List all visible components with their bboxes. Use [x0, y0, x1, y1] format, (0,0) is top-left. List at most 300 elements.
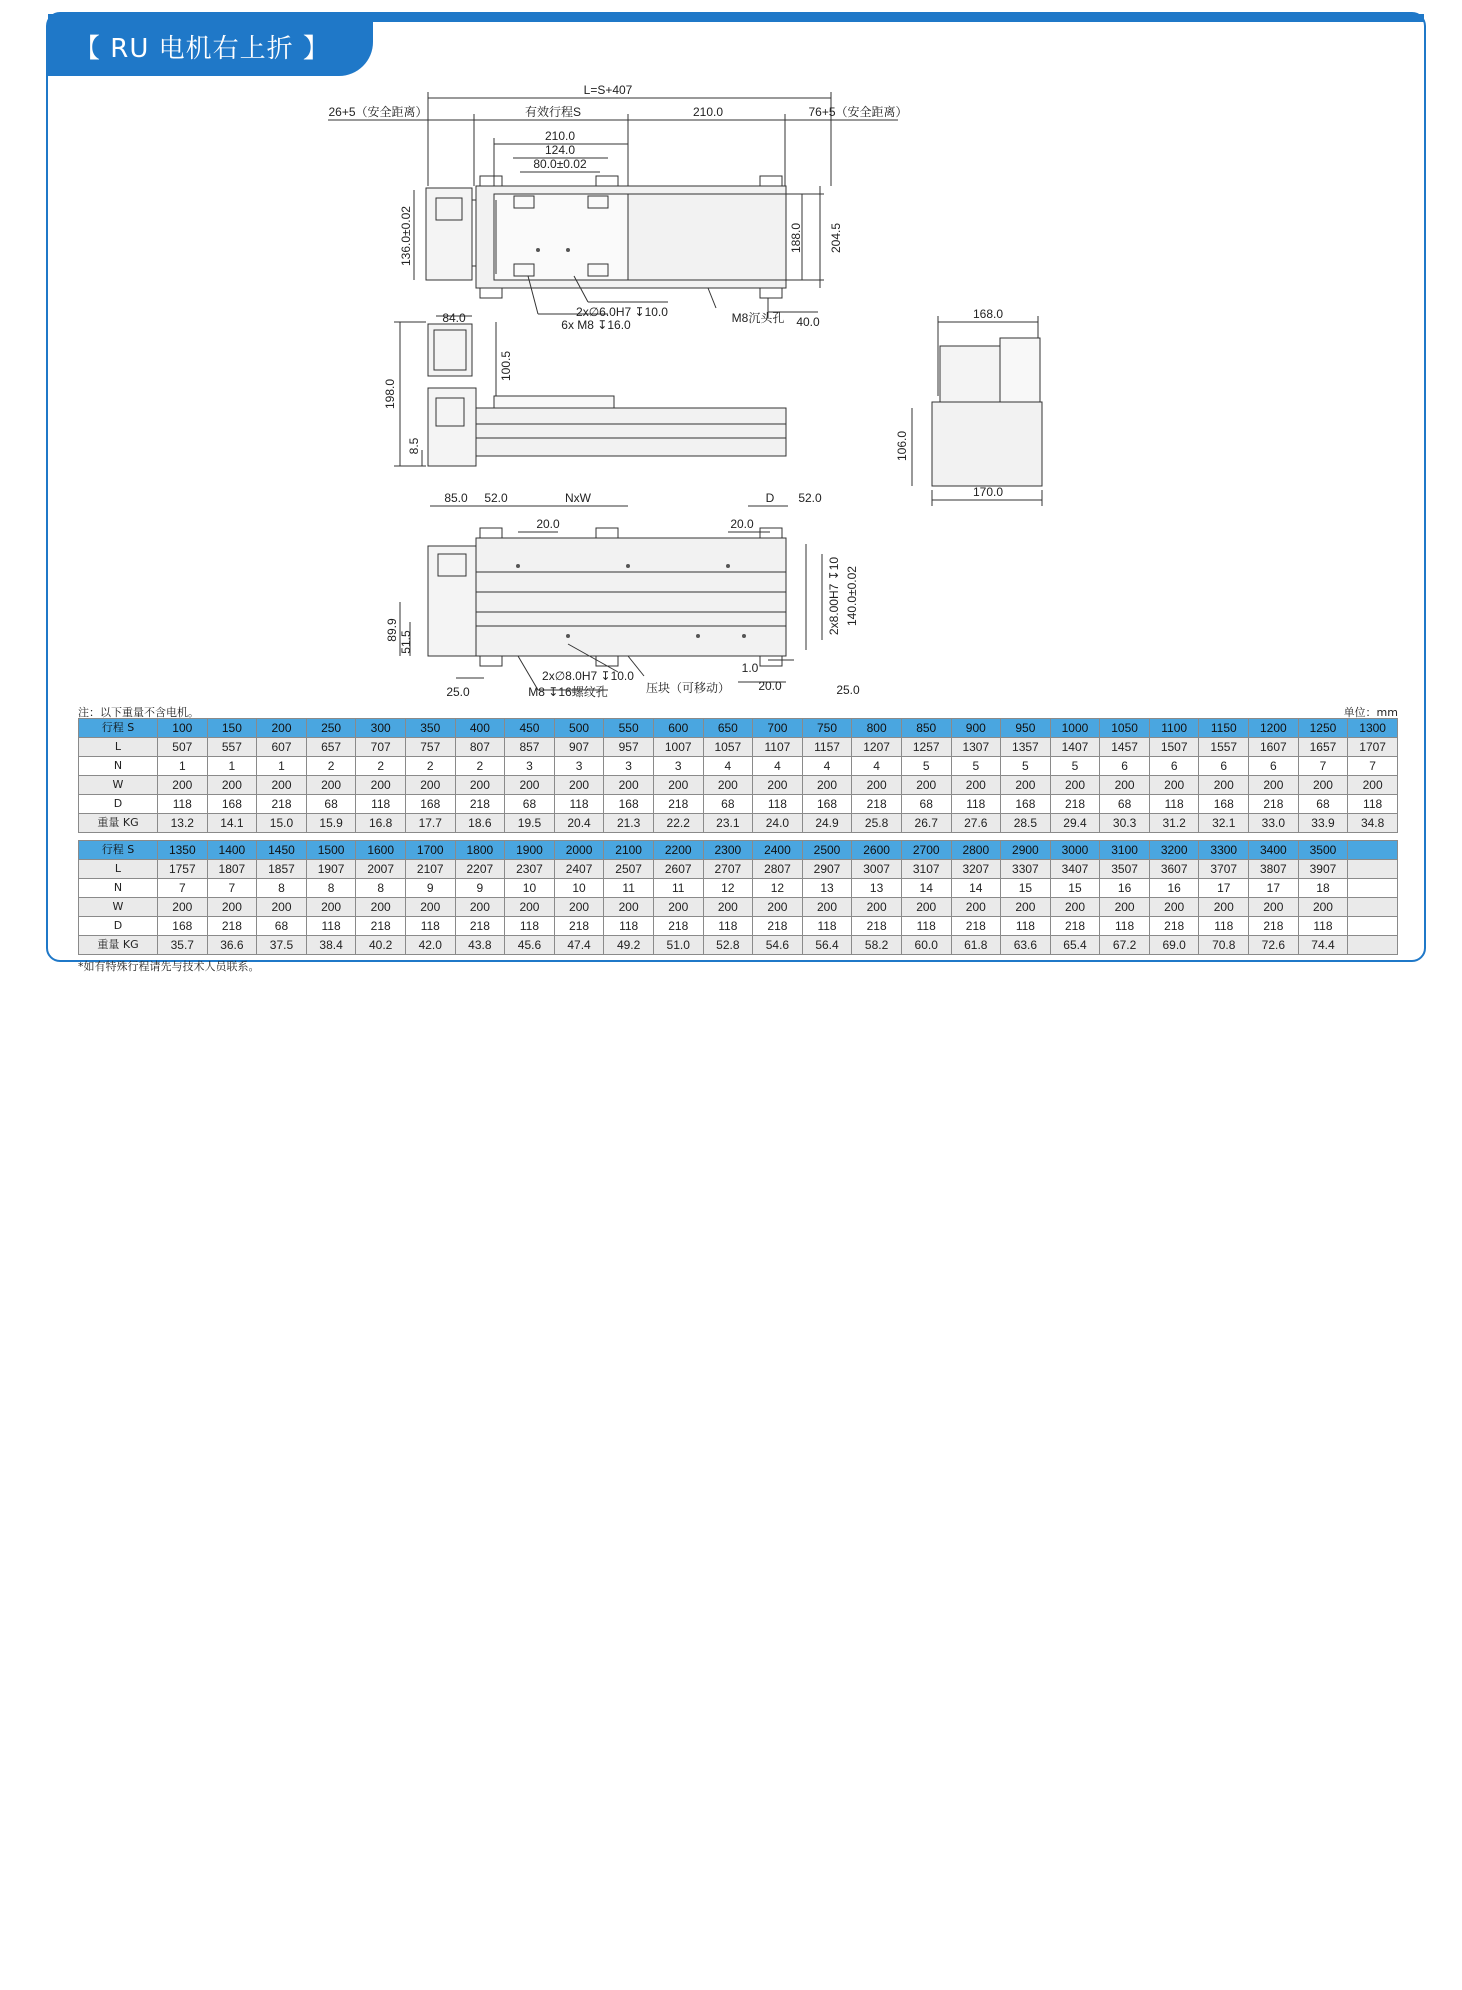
table-cell: 40.2: [356, 936, 406, 955]
label-dim-85: 85.0: [444, 491, 468, 505]
table-cell: 118: [306, 917, 356, 936]
table-cell: 72.6: [1249, 936, 1299, 955]
table-cell: 200: [604, 898, 654, 917]
table-cell: 3807: [1249, 860, 1299, 879]
label-left-safety: 26+5（安全距离）: [328, 105, 428, 119]
table-cell: 200: [604, 776, 654, 795]
table-cell: 1557: [1199, 738, 1249, 757]
label-right-210: 210.0: [692, 105, 724, 119]
label-dim-20-right: 20.0: [730, 517, 754, 531]
table-cell: 757: [405, 738, 455, 757]
table-cell: [1348, 917, 1398, 936]
table-cell: 168: [604, 795, 654, 814]
table-cell: 1707: [1348, 738, 1398, 757]
table-cell: 3707: [1199, 860, 1249, 879]
table-cell: 17.7: [405, 814, 455, 833]
table-cell: 200: [356, 898, 406, 917]
row-label: L: [79, 738, 158, 757]
table-cell: 400: [455, 719, 505, 738]
table-cell: 2: [356, 757, 406, 776]
table-cell: 3307: [1001, 860, 1051, 879]
table-cell: 18.6: [455, 814, 505, 833]
table-cell: 907: [554, 738, 604, 757]
table-cell: 3607: [1149, 860, 1199, 879]
table-cell: 1907: [306, 860, 356, 879]
table-cell: 63.6: [1001, 936, 1051, 955]
table-cell: 30.3: [1100, 814, 1150, 833]
table-cell: 218: [455, 795, 505, 814]
table-cell: 1250: [1298, 719, 1348, 738]
table-cell: 3200: [1149, 841, 1199, 860]
table-cell: 200: [505, 776, 555, 795]
table-cell: 200: [257, 898, 307, 917]
table-cell: 3: [604, 757, 654, 776]
table-cell: 200: [356, 776, 406, 795]
table-cell: 218: [554, 917, 604, 936]
table-cell: 1107: [753, 738, 803, 757]
table-cell: 218: [951, 917, 1001, 936]
table-cell: 13: [802, 879, 852, 898]
table-cell: 200: [703, 898, 753, 917]
table-cell: 168: [405, 795, 455, 814]
table-cell: 200: [306, 898, 356, 917]
label-dim-52-right: 52.0: [798, 491, 822, 505]
table-cell: 22.2: [653, 814, 703, 833]
table-cell: 857: [505, 738, 555, 757]
label-height-188: 188.0: [789, 222, 803, 254]
table-cell: 68: [505, 795, 555, 814]
table-row: [79, 814, 1398, 833]
weight-note: 注：以下重量不含电机。: [78, 706, 199, 719]
table-cell: 69.0: [1149, 936, 1199, 955]
table-cell: 15: [1050, 879, 1100, 898]
table-cell: 200: [1249, 898, 1299, 917]
table-cell: 850: [901, 719, 951, 738]
table-cell: 11: [604, 879, 654, 898]
label-dim-170: 170.0: [972, 485, 1004, 499]
table-cell: 150: [207, 719, 257, 738]
label-total-length: L=S+407: [583, 83, 633, 97]
table-cell: 1000: [1050, 719, 1100, 738]
table-cell: 1150: [1199, 719, 1249, 738]
table-cell: 200: [1149, 776, 1199, 795]
row-label: 行程 S: [79, 719, 158, 738]
table-cell: 51.0: [653, 936, 703, 955]
table-cell: 45.6: [505, 936, 555, 955]
section-title: 【 RU 电机右上折 】: [74, 34, 330, 64]
table-cell: 1100: [1149, 719, 1199, 738]
table-cell: 200: [455, 898, 505, 917]
table-cell: 18: [1298, 879, 1348, 898]
table-cell: 1857: [257, 860, 307, 879]
table-cell: 650: [703, 719, 753, 738]
table-cell: 218: [852, 795, 902, 814]
row-label: 重量 KG: [79, 814, 158, 833]
label-dim-106: 106.0: [895, 430, 909, 462]
table-cell: 1057: [703, 738, 753, 757]
table-cell: 200: [1001, 776, 1051, 795]
table-cell: 200: [1199, 776, 1249, 795]
table-cell: 3500: [1298, 841, 1348, 860]
table-cell: 70.8: [1199, 936, 1249, 955]
spec-table-2: [78, 840, 1398, 955]
table-cell: 200: [901, 898, 951, 917]
row-label: L: [79, 860, 158, 879]
table-cell: 1500: [306, 841, 356, 860]
table-cell: 2207: [455, 860, 505, 879]
label-dim-168: 168.0: [972, 307, 1004, 321]
table-cell: 118: [1348, 795, 1398, 814]
table-cell: 200: [554, 898, 604, 917]
table-cell: [1348, 841, 1398, 860]
table-cell: 218: [753, 917, 803, 936]
table-cell: 54.6: [753, 936, 803, 955]
table-cell: 218: [1149, 917, 1199, 936]
table-cell: 168: [158, 917, 208, 936]
table-cell: 2607: [653, 860, 703, 879]
table-cell: 200: [951, 776, 1001, 795]
table-cell: 2300: [703, 841, 753, 860]
label-carriage-80: 80.0±0.02: [533, 157, 587, 171]
table-cell: 68: [703, 795, 753, 814]
table-cell: 200: [207, 776, 257, 795]
table-cell: 37.5: [257, 936, 307, 955]
table-cell: 657: [306, 738, 356, 757]
table-cell: 2500: [802, 841, 852, 860]
table-cell: 200: [951, 898, 1001, 917]
table-cell: 1157: [802, 738, 852, 757]
label-clamp-block: 压块（可移动）: [645, 681, 731, 695]
table-cell: 800: [852, 719, 902, 738]
label-dim-d: D: [765, 491, 775, 505]
table-cell: 5: [901, 757, 951, 776]
table-cell: 200: [653, 776, 703, 795]
row-label: D: [79, 795, 158, 814]
table-cell: 5: [1001, 757, 1051, 776]
label-right-safety: 76+5（安全距离）: [808, 105, 908, 119]
table-cell: 900: [951, 719, 1001, 738]
table-row: [79, 936, 1398, 955]
table-row: [79, 776, 1398, 795]
table-cell: 1207: [852, 738, 902, 757]
table-cell: 1257: [901, 738, 951, 757]
table-cell: 1800: [455, 841, 505, 860]
table-cell: 52.8: [703, 936, 753, 955]
table-cell: 350: [405, 719, 455, 738]
table-cell: 1: [207, 757, 257, 776]
table-cell: 168: [802, 795, 852, 814]
table-row: [79, 917, 1398, 936]
table-cell: 21.3: [604, 814, 654, 833]
table-cell: 168: [1001, 795, 1051, 814]
table-row: [79, 879, 1398, 898]
table-cell: 7: [1298, 757, 1348, 776]
table-cell: [1348, 860, 1398, 879]
table-cell: 200: [405, 898, 455, 917]
table-cell: 36.6: [207, 936, 257, 955]
table-cell: 500: [554, 719, 604, 738]
table-cell: 1900: [505, 841, 555, 860]
table-cell: 5: [1050, 757, 1100, 776]
table-cell: 1307: [951, 738, 1001, 757]
table-cell: 4: [802, 757, 852, 776]
table-cell: 6: [1100, 757, 1150, 776]
label-carriage-210: 210.0: [544, 129, 576, 143]
table-cell: 7: [1348, 757, 1398, 776]
table-cell: 43.8: [455, 936, 505, 955]
table-cell: 15: [1001, 879, 1051, 898]
table-cell: 2100: [604, 841, 654, 860]
label-pins-2x6: 2x∅6.0H7 ↧10.0: [576, 305, 668, 319]
table-cell: 550: [604, 719, 654, 738]
table-cell: 168: [1199, 795, 1249, 814]
table-cell: 1657: [1298, 738, 1348, 757]
table-cell: 950: [1001, 719, 1051, 738]
table-cell: 3907: [1298, 860, 1348, 879]
label-carriage-124: 124.0: [544, 143, 576, 157]
section-tab: [48, 14, 373, 76]
table-cell: 33.9: [1298, 814, 1348, 833]
table-cell: 1807: [207, 860, 257, 879]
table-cell: 957: [604, 738, 654, 757]
table-cell: 8: [257, 879, 307, 898]
table-cell: 200: [901, 776, 951, 795]
table-cell: 200: [1249, 776, 1299, 795]
table-cell: 3000: [1050, 841, 1100, 860]
table-cell: 218: [653, 795, 703, 814]
table-cell: 68: [1100, 795, 1150, 814]
table-cell: 118: [405, 917, 455, 936]
table-cell: 200: [1050, 776, 1100, 795]
table-cell: 700: [753, 719, 803, 738]
table-cell: 25.8: [852, 814, 902, 833]
table-cell: 1600: [356, 841, 406, 860]
table-cell: 200: [1298, 898, 1348, 917]
footnote: *如有特殊行程请先与技术人员联系。: [78, 960, 260, 973]
table-cell: 2107: [405, 860, 455, 879]
table-cell: 218: [257, 795, 307, 814]
table-cell: 507: [158, 738, 208, 757]
table-cell: 1757: [158, 860, 208, 879]
table-cell: 200: [1298, 776, 1348, 795]
label-pins-2x8: 2x∅8.0H7 ↧10.0: [542, 669, 634, 683]
table-cell: 20.4: [554, 814, 604, 833]
table-cell: 61.8: [951, 936, 1001, 955]
table-cell: 2707: [703, 860, 753, 879]
table-cell: 26.7: [901, 814, 951, 833]
table-cell: 1007: [653, 738, 703, 757]
table-cell: 218: [207, 917, 257, 936]
table-cell: 200: [1050, 898, 1100, 917]
table-cell: 15.0: [257, 814, 307, 833]
table-cell: 13.2: [158, 814, 208, 833]
table-cell: 4: [753, 757, 803, 776]
table-cell: 200: [1100, 898, 1150, 917]
table-cell: 38.4: [306, 936, 356, 955]
table-cell: 2307: [505, 860, 555, 879]
table-cell: 200: [1149, 898, 1199, 917]
label-dim-40: 40.0: [796, 315, 820, 329]
table-cell: 74.4: [1298, 936, 1348, 955]
table-cell: 100: [158, 719, 208, 738]
row-label: W: [79, 776, 158, 795]
table-cell: 1: [257, 757, 307, 776]
table-cell: 607: [257, 738, 307, 757]
spec-card: [46, 12, 1426, 973]
table-cell: 13: [852, 879, 902, 898]
label-dim-198: 198.0: [383, 378, 397, 410]
table-cell: 2000: [554, 841, 604, 860]
table-cell: [1348, 898, 1398, 917]
row-label: D: [79, 917, 158, 936]
label-dim-140: 140.0±0.02: [845, 566, 859, 626]
table-cell: 218: [356, 917, 406, 936]
table-cell: 4: [703, 757, 753, 776]
table-cell: [1348, 879, 1398, 898]
table-cell: 23.1: [703, 814, 753, 833]
table-cell: 17: [1199, 879, 1249, 898]
label-height-136: 136.0±0.02: [399, 206, 413, 266]
table-cell: 1400: [207, 841, 257, 860]
table-cell: 118: [1149, 795, 1199, 814]
table-cell: 14.1: [207, 814, 257, 833]
table-cell: 2700: [901, 841, 951, 860]
label-dim-1-0: 1.0: [741, 661, 759, 675]
table-cell: 2907: [802, 860, 852, 879]
table-cell: 218: [852, 917, 902, 936]
table-cell: 200: [554, 776, 604, 795]
table-cell: 2: [306, 757, 356, 776]
table-cell: 6: [1199, 757, 1249, 776]
table-cell: 1350: [158, 841, 208, 860]
table-cell: 200: [207, 898, 257, 917]
table-cell: 10: [554, 879, 604, 898]
table-cell: 200: [653, 898, 703, 917]
unit-note: 单位：mm: [1343, 706, 1398, 719]
table-cell: 3400: [1249, 841, 1299, 860]
table-cell: 200: [802, 776, 852, 795]
table-cell: 2007: [356, 860, 406, 879]
table-cell: 6: [1149, 757, 1199, 776]
table-cell: 118: [1001, 917, 1051, 936]
table-cell: 118: [802, 917, 852, 936]
table-cell: 28.5: [1001, 814, 1051, 833]
table-cell: 200: [505, 898, 555, 917]
table-cell: 3107: [901, 860, 951, 879]
table-cell: 2507: [604, 860, 654, 879]
table-cell: 9: [405, 879, 455, 898]
table-cell: 33.0: [1249, 814, 1299, 833]
table-cell: 58.2: [852, 936, 902, 955]
label-dim-20-bottom: 20.0: [758, 679, 782, 693]
table-cell: 1507: [1149, 738, 1199, 757]
table-cell: 16: [1149, 879, 1199, 898]
table-cell: 218: [653, 917, 703, 936]
table-cell: 200: [257, 776, 307, 795]
label-dim-20-left: 20.0: [536, 517, 560, 531]
table-cell: 2600: [852, 841, 902, 860]
table-cell: 4: [852, 757, 902, 776]
table-cell: 68: [306, 795, 356, 814]
table-cell: 31.2: [1149, 814, 1199, 833]
table-cell: 118: [356, 795, 406, 814]
table-row: [79, 757, 1398, 776]
table-cell: 1457: [1100, 738, 1150, 757]
table-cell: 3507: [1100, 860, 1150, 879]
table-cell: 200: [455, 776, 505, 795]
table-cell: 3: [653, 757, 703, 776]
label-dim-84: 84.0: [442, 311, 466, 325]
table-row: [79, 719, 1398, 738]
label-dim-89-9: 89.9: [385, 618, 399, 642]
table-row: [79, 841, 1398, 860]
table-cell: 2: [405, 757, 455, 776]
table-cell: 42.0: [405, 936, 455, 955]
table-cell: 3100: [1100, 841, 1150, 860]
table-cell: 6: [1249, 757, 1299, 776]
table-cell: 1607: [1249, 738, 1299, 757]
table-cell: 34.8: [1348, 814, 1398, 833]
table-cell: 1407: [1050, 738, 1100, 757]
table-cell: 3407: [1050, 860, 1100, 879]
table-cell: 200: [753, 776, 803, 795]
table-cell: 16.8: [356, 814, 406, 833]
row-label: 重量 KG: [79, 936, 158, 955]
table-cell: 65.4: [1050, 936, 1100, 955]
table-cell: 8: [356, 879, 406, 898]
label-dim-25-left: 25.0: [446, 685, 470, 699]
table-cell: 218: [1249, 917, 1299, 936]
row-label: W: [79, 898, 158, 917]
table-cell: 35.7: [158, 936, 208, 955]
table-cell: 450: [505, 719, 555, 738]
table-cell: 118: [951, 795, 1001, 814]
table-cell: 218: [1050, 795, 1100, 814]
table-cell: 60.0: [901, 936, 951, 955]
table-cell: 200: [802, 898, 852, 917]
table-cell: 200: [257, 719, 307, 738]
table-cell: 32.1: [1199, 814, 1249, 833]
label-holes-6x: 6x M8 ↧16.0: [561, 318, 631, 332]
table-cell: 200: [1001, 898, 1051, 917]
table-cell: 250: [306, 719, 356, 738]
table-cell: 200: [753, 898, 803, 917]
label-thread-m8: M8 ↧16螺纹孔: [528, 685, 608, 699]
table-cell: 1050: [1100, 719, 1150, 738]
table-cell: 7: [207, 879, 257, 898]
table-cell: 24.9: [802, 814, 852, 833]
table-cell: 24.0: [753, 814, 803, 833]
table-cell: 12: [753, 879, 803, 898]
table-cell: 27.6: [951, 814, 1001, 833]
table-cell: 118: [604, 917, 654, 936]
table-row: [79, 860, 1398, 879]
technical-drawing: [48, 76, 1428, 699]
label-height-204: 204.5: [829, 222, 843, 254]
table-cell: 218: [1050, 917, 1100, 936]
table-cell: 2200: [653, 841, 703, 860]
table-cell: 1450: [257, 841, 307, 860]
label-dim-25-right: 25.0: [836, 683, 860, 697]
table-row: [79, 898, 1398, 917]
table-cell: 17: [1249, 879, 1299, 898]
table-cell: 557: [207, 738, 257, 757]
table-cell: 14: [951, 879, 1001, 898]
table-cell: 19.5: [505, 814, 555, 833]
table-cell: 14: [901, 879, 951, 898]
table-cell: 56.4: [802, 936, 852, 955]
table-cell: 218: [1249, 795, 1299, 814]
